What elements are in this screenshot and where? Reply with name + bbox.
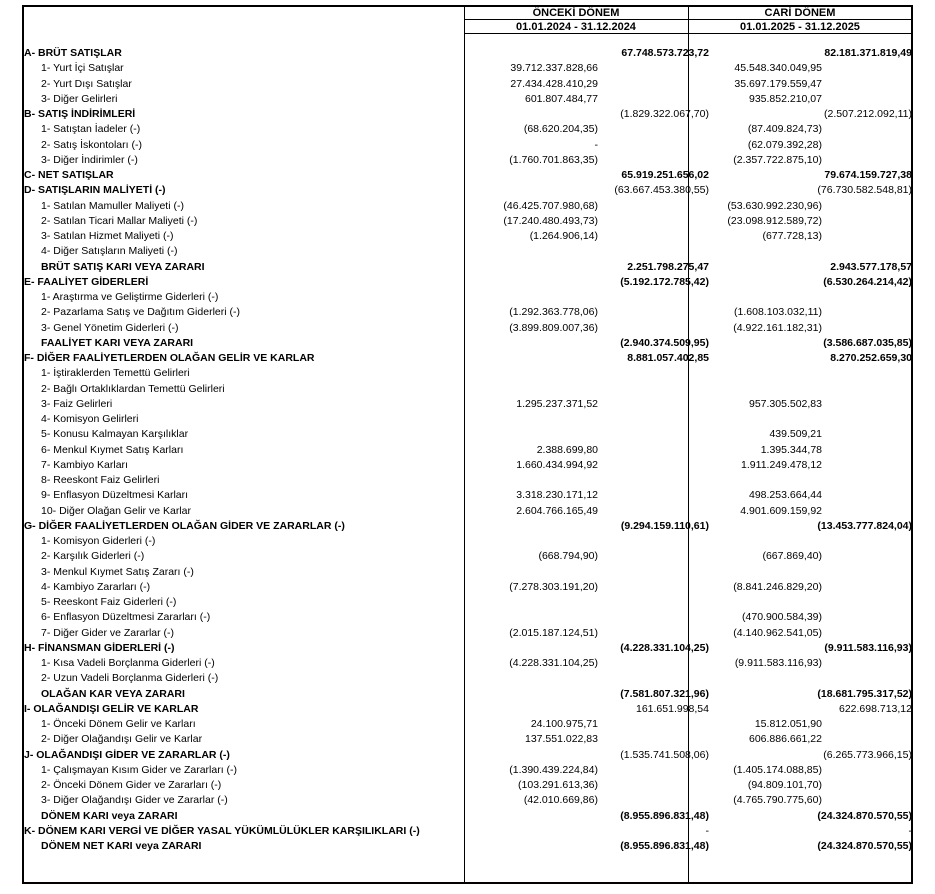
row-value-c1: (1.760.701.863,35): [509, 153, 598, 166]
row-value-c3: (677.728,13): [762, 230, 822, 242]
statement-row: [24, 519, 912, 534]
row-value-c3: 15.812.051,90: [754, 718, 822, 730]
row-label: 4- Kambiyo Zararları (-): [41, 580, 151, 593]
statement-row: [24, 77, 912, 92]
statement-row: [24, 748, 912, 763]
statement-row: [24, 595, 912, 610]
statement-row: [24, 732, 912, 747]
statement-row: [24, 229, 912, 244]
row-value-c3: 935.852.210,07: [749, 92, 822, 105]
statement-row: [24, 824, 912, 839]
row-value-c3: (4.922.161.182,31): [733, 321, 822, 334]
row-label: H- FİNANSMAN GİDERLERİ (-): [24, 641, 175, 654]
row-label: DÖNEM NET KARI veya ZARARI: [41, 840, 202, 852]
row-value-c4: (24.324.870.570,55): [817, 840, 912, 852]
statement-row: [24, 260, 912, 275]
row-label: 3- Menkul Kıymet Satış Zararı (-): [41, 565, 194, 578]
row-label: C- NET SATIŞLAR: [24, 169, 114, 181]
row-value-c3: (4.140.962.541,05): [733, 626, 822, 639]
row-label: B- SATIŞ İNDİRİMLERİ: [24, 108, 136, 120]
statement-row: [24, 199, 912, 214]
row-value-c2: (1.535.741.508,06): [620, 748, 709, 761]
row-value-c1: 3.318.230.171,12: [516, 489, 598, 502]
row-value-c1: (103.291.613,36): [518, 779, 598, 791]
row-label: 9- Enflasyon Düzeltmesi Karları: [41, 489, 189, 502]
row-value-c2: (63.667.453.380,55): [614, 184, 709, 197]
prev-period-range: 01.01.2024 - 31.12.2024: [516, 21, 636, 33]
row-value-c1: (1.264.906,14): [529, 230, 598, 242]
statement-row: [24, 702, 912, 717]
statement-row: [24, 580, 912, 595]
row-label: E- FAALİYET GİDERLERİ: [24, 275, 149, 288]
statement-row: [24, 92, 912, 107]
row-value-c3: 606.886.661,22: [749, 733, 822, 746]
row-value-c4: -: [908, 824, 912, 837]
row-label: 1- Satılan Mamuller Maliyeti (-): [41, 199, 184, 212]
row-label: 2- Bağlı Ortaklıklardan Temettü Gelirleri: [41, 382, 225, 395]
statement-row: [24, 717, 912, 732]
row-value-c1: 2.604.766.165,49: [516, 504, 598, 517]
statement-row: [24, 504, 912, 519]
row-label: 1- Araştırma ve Geliştirme Giderleri (-): [41, 291, 219, 303]
row-value-c2: 161.651.998,54: [636, 702, 709, 715]
statement-row: [24, 382, 912, 397]
row-value-c1: (668.794,90): [538, 550, 598, 563]
row-value-c1: (17.240.480.493,73): [503, 214, 598, 227]
statement-row: [24, 61, 912, 76]
row-value-c3: 1.395.344,78: [760, 443, 822, 456]
row-label: G- DİĞER FAALİYETLERDEN OLAĞAN GİDER VE ZARARLAR (-): [24, 519, 345, 532]
row-label: 6- Enflasyon Düzeltmesi Zararları (-): [41, 611, 211, 624]
statement-row: [24, 214, 912, 229]
row-value-c2: -: [705, 824, 709, 837]
row-value-c1: 1.295.237.371,52: [516, 397, 598, 410]
row-value-c2: (1.829.322.067,70): [620, 108, 709, 120]
row-value-c1: -: [594, 138, 598, 151]
row-value-c1: (42.010.669,86): [523, 794, 598, 807]
row-label: 2- Satılan Ticari Mallar Maliyeti (-): [41, 214, 198, 227]
row-value-c1: 39.712.337.828,66: [510, 62, 598, 75]
row-value-c3: (1.608.103.032,11): [734, 306, 822, 319]
statement-row: [24, 626, 912, 641]
row-value-c3: (470.900.584,39): [742, 611, 822, 624]
statement-row: [24, 427, 912, 442]
row-label: OLAĞAN KAR VEYA ZARARI: [41, 687, 185, 700]
row-value-c1: (1.292.363.778,06): [509, 306, 598, 319]
row-value-c3: 45.548.340.049,95: [734, 62, 822, 75]
row-value-c3: (1.405.174.088,85): [733, 763, 822, 776]
row-label: 2- Pazarlama Satış ve Dağıtım Giderleri (-): [41, 306, 240, 319]
statement-row: [24, 321, 912, 336]
row-label: 3- Faiz Gelirleri: [41, 397, 113, 410]
row-value-c3: (87.409.824,73): [747, 123, 822, 136]
row-value-c4: (76.730.582.548,81): [817, 184, 912, 197]
row-label: 1- İştiraklerden Temettü Gelirleri: [41, 367, 190, 380]
row-value-c1: 137.551.022,83: [525, 733, 598, 746]
row-label: 2- Önceki Dönem Gider ve Zararları (-): [41, 779, 222, 791]
row-value-c3: 1.911.249.478,12: [741, 458, 822, 471]
row-label: 4- Diğer Satışların Maliyeti (-): [41, 245, 178, 258]
row-value-c1: 27.434.428.410,29: [510, 77, 598, 90]
row-value-c2: 67.748.573.723,72: [621, 47, 709, 59]
statement-row: [24, 458, 912, 473]
row-value-c1: (4.228.331.104,25): [509, 657, 598, 669]
row-value-c4: 8.270.252.659,30: [830, 352, 912, 364]
row-value-c1: (7.278.303.191,20): [509, 580, 598, 593]
row-value-c4: (6.265.773.966,15): [823, 748, 912, 761]
statement-row: [24, 46, 912, 61]
row-label: D- SATIŞLARIN MALİYETİ (-): [24, 184, 166, 197]
row-value-c3: 439.509,21: [769, 428, 822, 441]
row-label: 6- Menkul Kıymet Satış Karları: [41, 443, 184, 456]
row-value-c3: 35.697.179.559,47: [734, 77, 822, 90]
statement-row: [24, 443, 912, 458]
row-value-c4: 79.674.159.727,38: [824, 169, 912, 181]
statement-row: [24, 351, 912, 366]
statement-row: [24, 275, 912, 290]
row-value-c2: (4.228.331.104,25): [620, 641, 709, 654]
statement-row: [24, 473, 912, 488]
row-value-c1: (1.390.439.224,84): [509, 763, 598, 776]
statement-row: [24, 565, 912, 580]
row-label: 5- Konusu Kalmayan Karşılıklar: [41, 428, 189, 441]
row-value-c1: (3.899.809.007,36): [509, 321, 598, 334]
row-value-c2: (8.955.896.831,48): [620, 840, 709, 852]
row-value-c3: (9.911.583.116,93): [734, 657, 822, 669]
row-value-c4: (2.507.212.092,11): [824, 108, 912, 120]
row-label: F- DİĞER FAALİYETLERDEN OLAĞAN GELİR VE KARLAR: [24, 352, 315, 364]
statement-row: [24, 534, 912, 549]
row-label: 1- Çalışmayan Kısım Gider ve Zararları (-): [41, 763, 238, 776]
row-value-c3: (62.079.392,28): [747, 138, 822, 151]
row-value-c4: (18.681.795.317,52): [817, 687, 912, 700]
row-value-c2: 65.919.251.656,02: [621, 169, 709, 181]
row-value-c4: (24.324.870.570,55): [817, 809, 912, 822]
statement-row: [24, 397, 912, 412]
statement-row: [24, 793, 912, 808]
row-value-c3: (8.841.246.829,20): [733, 580, 822, 593]
row-label: 1- Satıştan İadeler (-): [41, 123, 141, 136]
statement-row: [24, 168, 912, 183]
row-value-c4: (3.586.687.035,85): [823, 336, 912, 349]
row-label: 2- Satış İskontoları (-): [41, 138, 142, 151]
row-value-c4: 622.698.713,12: [839, 702, 912, 715]
row-label: 3- Genel Yönetim Giderleri (-): [41, 321, 179, 334]
row-value-c2: (2.940.374.509,95): [620, 336, 709, 349]
statement-row: [24, 809, 912, 824]
row-value-c3: (23.098.912.589,72): [727, 214, 822, 227]
row-label: 1- Önceki Dönem Gelir ve Karları: [41, 718, 196, 730]
row-value-c4: (13.453.777.824,04): [817, 519, 912, 532]
row-label: 7- Diğer Gider ve Zararlar (-): [41, 626, 175, 639]
row-value-c2: (5.192.172.785,42): [620, 275, 709, 288]
row-value-c3: (94.809.101,70): [747, 779, 822, 791]
row-label: BRÜT SATIŞ KARI VEYA ZARARI: [41, 260, 205, 273]
statement-row: [24, 107, 912, 122]
statement-row: [24, 763, 912, 778]
row-value-c4: 82.181.371.819,49: [824, 47, 912, 59]
row-label: 3- Satılan Hizmet Maliyeti (-): [41, 230, 174, 242]
statement-row: [24, 336, 912, 351]
row-value-c3: 957.305.502,83: [749, 397, 822, 410]
row-label: 3- Diğer İndirimler (-): [41, 153, 138, 166]
curr-period-range: 01.01.2025 - 31.12.2025: [740, 21, 860, 33]
row-value-c1: 24.100.975,71: [530, 718, 598, 730]
row-value-c1: (46.425.707.980,68): [503, 199, 598, 212]
row-value-c1: 1.660.434.994,92: [516, 458, 598, 471]
row-value-c3: (667.869,40): [762, 550, 822, 563]
statement-row: [24, 488, 912, 503]
row-label: I- OLAĞANDIŞI GELİR VE KARLAR: [24, 702, 199, 715]
row-value-c3: (2.357.722.875,10): [733, 153, 822, 166]
row-value-c1: 601.807.484,77: [525, 92, 598, 105]
curr-period-title: CARİ DÖNEM: [764, 7, 836, 19]
statement-row: [24, 290, 912, 305]
row-value-c4: (6.530.264.214,42): [823, 275, 912, 288]
row-label: 4- Komisyon Gelirleri: [41, 413, 139, 425]
statement-row: [24, 610, 912, 625]
statement-row: [24, 641, 912, 656]
row-value-c2: 2.251.798.275,47: [627, 260, 709, 273]
row-value-c2: (7.581.807.321,96): [620, 687, 709, 700]
row-label: 2- Yurt Dışı Satışlar: [41, 77, 132, 90]
statement-row: [24, 366, 912, 381]
statement-row: [24, 671, 912, 686]
row-label: 8- Reeskont Faiz Gelirleri: [41, 474, 160, 486]
statement-row: [24, 122, 912, 137]
row-label: 2- Uzun Vadeli Borçlanma Giderleri (-): [41, 672, 219, 685]
row-value-c3: (53.630.992.230,96): [727, 199, 822, 212]
row-label: J- OLAĞANDIŞI GİDER VE ZARARLAR (-): [24, 748, 230, 761]
row-label: 3- Diğer Olağandışı Gider ve Zararlar (-): [41, 794, 228, 807]
row-value-c2: (9.294.159.110,61): [620, 519, 709, 532]
row-value-c3: 4.901.609.159,92: [740, 504, 822, 517]
statement-row: [24, 687, 912, 702]
statement-row: [24, 244, 912, 259]
row-label: FAALİYET KARI VEYA ZARARI: [41, 336, 194, 349]
row-value-c1: 2.388.699,80: [536, 443, 598, 456]
statement-row: [24, 412, 912, 427]
row-value-c3: 498.253.664,44: [749, 489, 822, 502]
row-label: 2- Diğer Olağandışı Gelir ve Karlar: [41, 733, 203, 746]
statement-row: [24, 153, 912, 168]
statement-row: [24, 183, 912, 198]
row-label: 3- Diğer Gelirleri: [41, 92, 118, 105]
statement-row: [24, 839, 912, 854]
row-label: K- DÖNEM KARI VERGİ VE DİĞER YASAL YÜKÜMLÜLÜKLER KARŞILIKLARI (-): [24, 824, 420, 837]
statement-row: [24, 549, 912, 564]
statement-row: [24, 778, 912, 793]
row-value-c4: 2.943.577.178,57: [830, 260, 912, 273]
row-label: 1- Komisyon Giderleri (-): [41, 535, 156, 547]
row-label: DÖNEM KARI veya ZARARI: [41, 809, 178, 822]
statement-row: [24, 305, 912, 320]
row-value-c2: (8.955.896.831,48): [620, 809, 709, 822]
row-label: A- BRÜT SATIŞLAR: [24, 47, 122, 59]
row-label: 10- Diğer Olağan Gelir ve Karlar: [41, 504, 191, 517]
row-value-c4: (9.911.583.116,93): [824, 641, 912, 654]
row-value-c3: (4.765.790.775,60): [733, 794, 822, 807]
prev-period-title: ÖNCEKİ DÖNEM: [532, 7, 620, 19]
statement-row: [24, 656, 912, 671]
row-label: 1- Yurt İçi Satışlar: [41, 62, 124, 75]
row-label: 1- Kısa Vadeli Borçlanma Giderleri (-): [41, 657, 215, 669]
row-value-c1: (2.015.187.124,51): [509, 626, 598, 639]
row-label: 2- Karşılık Giderleri (-): [41, 550, 145, 563]
row-value-c1: (68.620.204,35): [523, 123, 598, 136]
row-label: 5- Reeskont Faiz Giderleri (-): [41, 596, 177, 608]
row-value-c2: 8.881.057.402,85: [627, 352, 709, 364]
statement-row: [24, 138, 912, 153]
row-label: 7- Kambiyo Karları: [41, 458, 128, 471]
